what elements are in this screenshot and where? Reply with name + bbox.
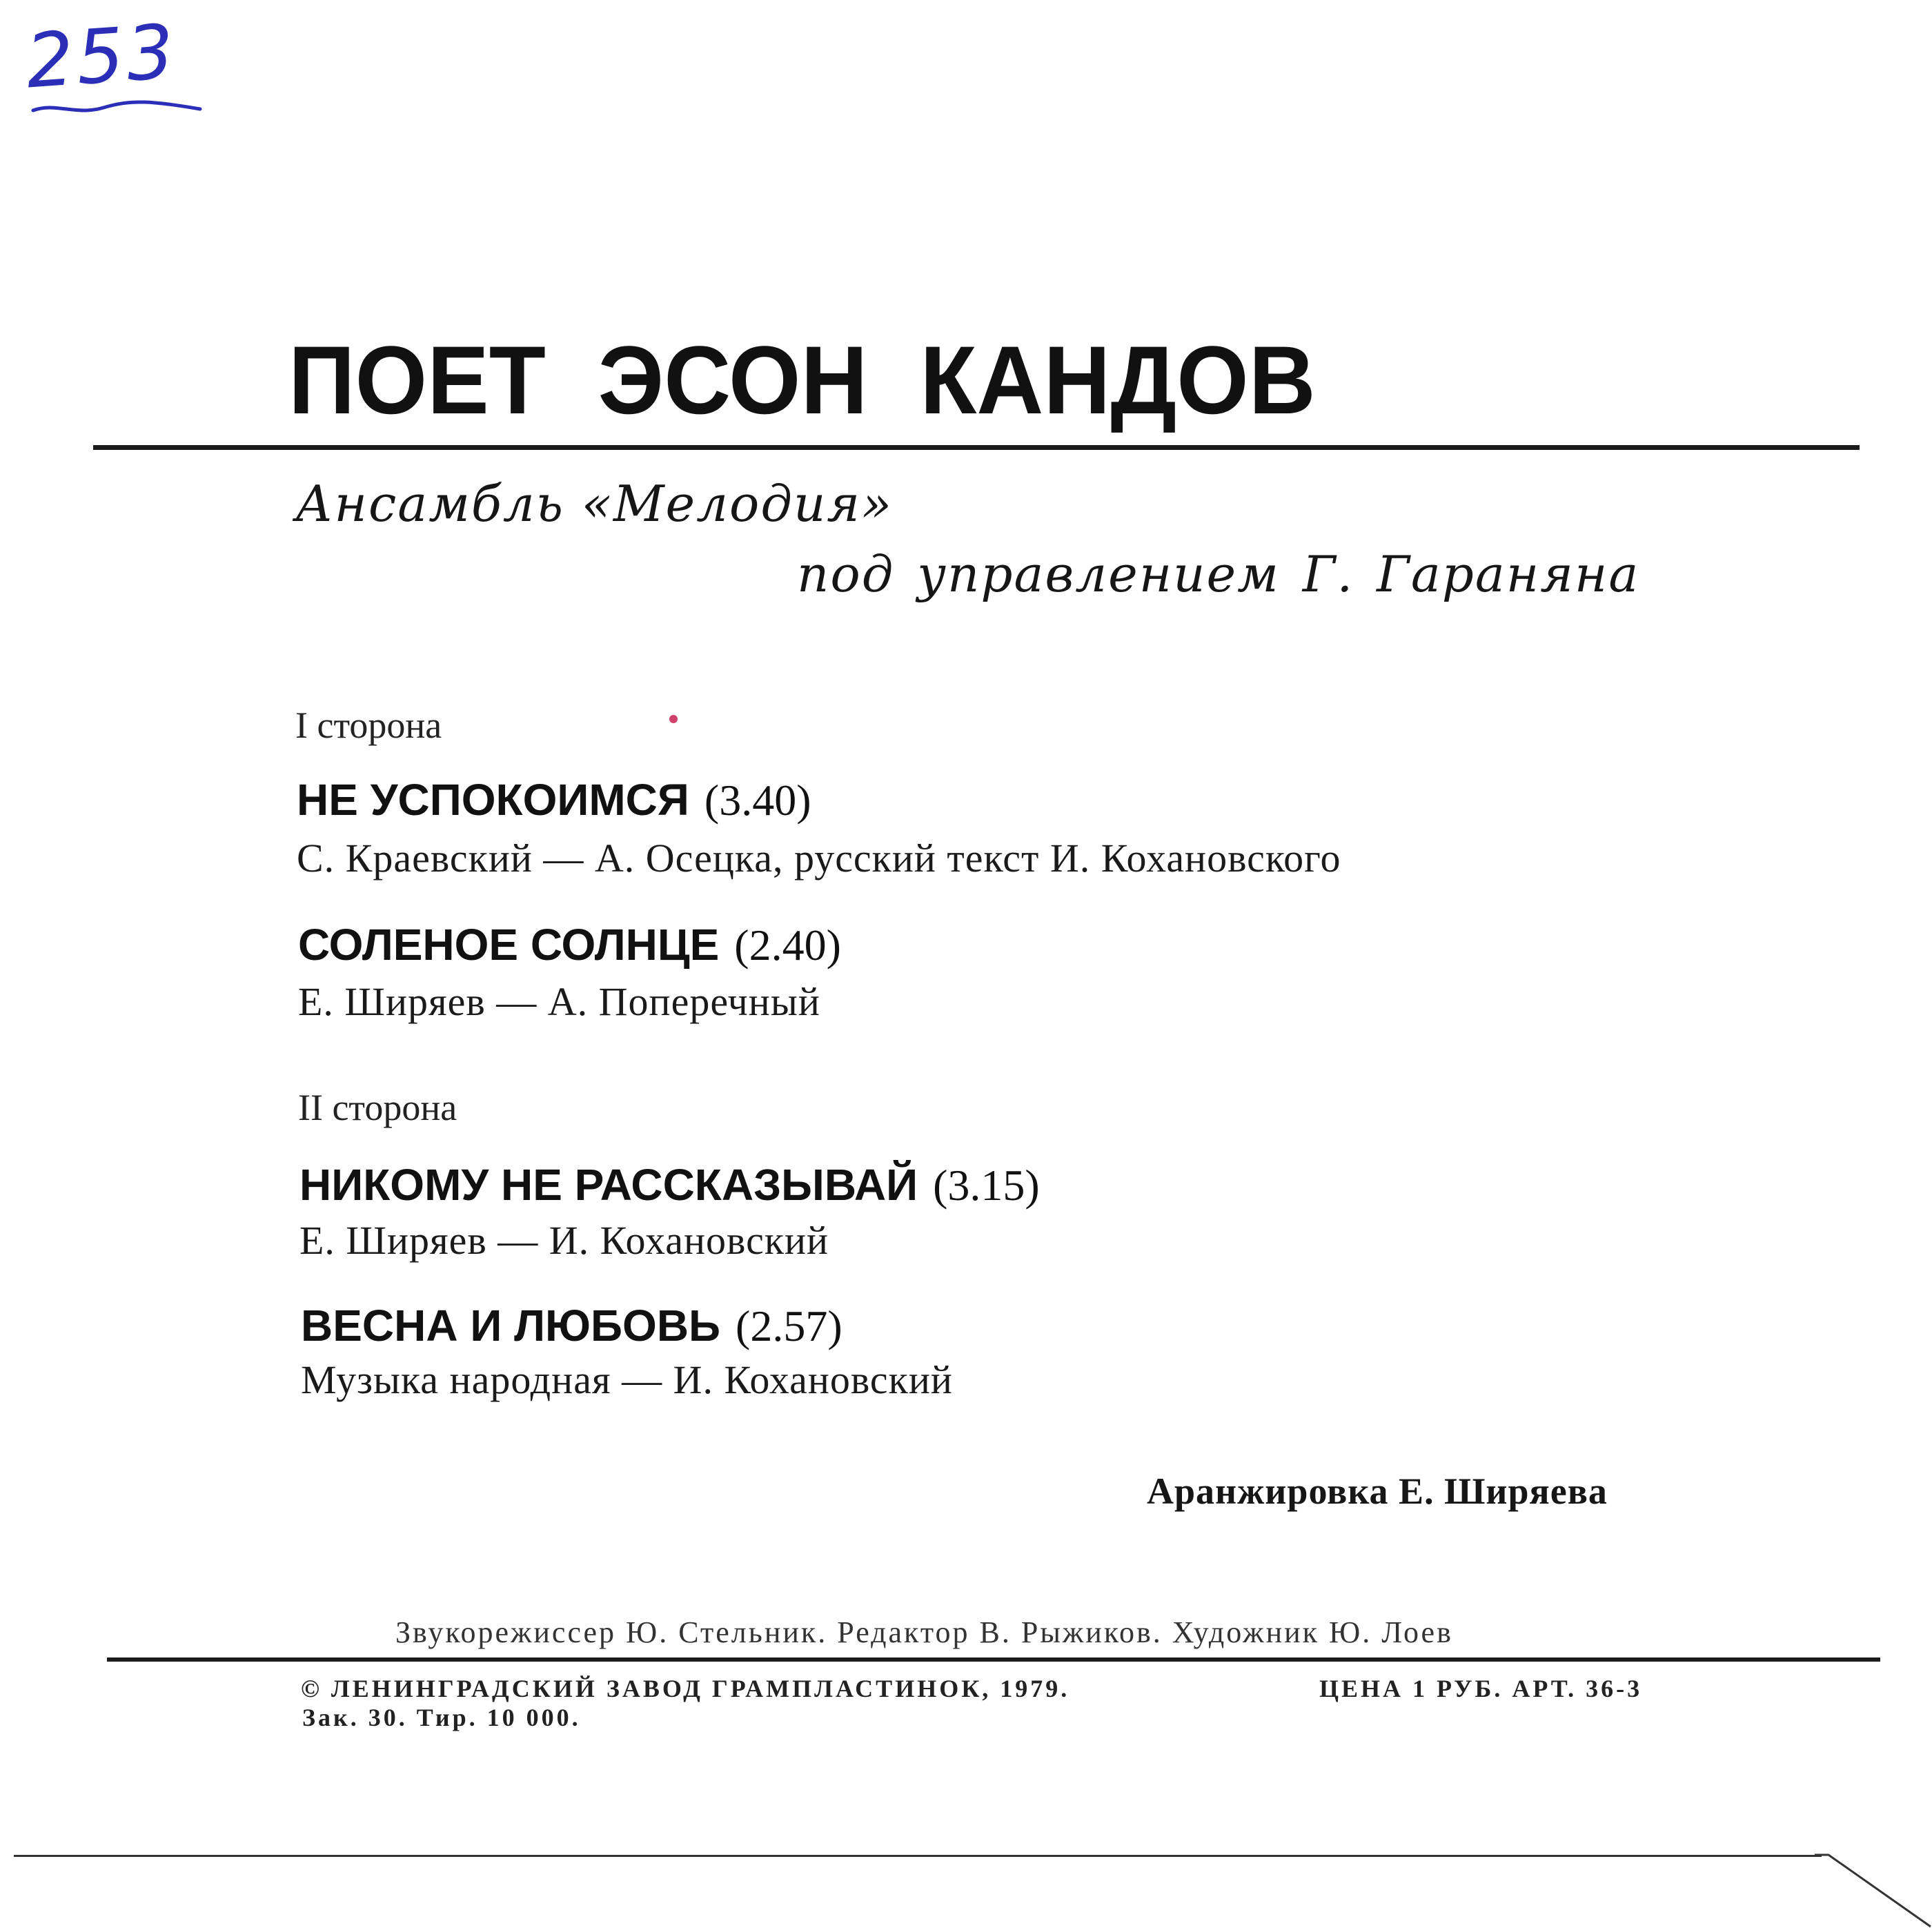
song-credits: Е. Ширяев — А. Поперечный <box>298 979 820 1024</box>
song-title <box>299 1159 1040 1211</box>
arrangement-credit: Аранжировка Е. Ширяева <box>1147 1470 1608 1512</box>
song-duration: (3.15) <box>933 1161 1040 1210</box>
song-title-text: НЕ УСПОКОИМСЯ <box>297 775 689 825</box>
song-duration: (2.57) <box>736 1301 842 1350</box>
title-divider <box>93 445 1860 450</box>
price-article: ЦЕНА 1 РУБ. АРТ. 36-3 <box>1319 1675 1643 1702</box>
ink-stain <box>669 715 678 723</box>
footer-divider <box>107 1658 1880 1662</box>
song-duration: (3.40) <box>704 776 811 825</box>
side-two-label: II сторона <box>298 1087 457 1128</box>
ensemble-name: Ансамбль «Мелодия» <box>295 475 894 533</box>
song-credits: Музыка народная — И. Кохановский <box>301 1357 953 1402</box>
side-one-label: I сторона <box>295 705 442 746</box>
handwritten-underline <box>28 95 207 123</box>
song-title-text: НИКОМУ НЕ РАССКАЗЫВАЙ <box>299 1160 918 1210</box>
sleeve-corner-fold <box>1815 1849 1932 1928</box>
conductor-line: под управлением Г. Гараняна <box>797 545 1640 603</box>
sleeve-edge <box>14 1855 1822 1857</box>
song-title <box>297 774 811 826</box>
song-title <box>301 1300 842 1352</box>
song-credits: Е. Ширяев — И. Кохановский <box>299 1218 829 1263</box>
handwritten-number: 253 <box>23 8 180 106</box>
song-credits: С. Краевский — А. Осецка, русский текст И. Кохановского <box>297 836 1341 881</box>
production-credits: Звукорежиссер Ю. Стельник. Редактор В. Рыжиков. Художник Ю. Лоев <box>395 1615 1453 1649</box>
song-title-text: ВЕСНА И ЛЮБОВЬ <box>301 1301 721 1350</box>
song-title-text: СОЛЕНОЕ СОЛНЦЕ <box>298 920 720 970</box>
song-title <box>298 919 841 971</box>
album-title: ПОЕТ ЭСОН КАНДОВ <box>288 326 1316 434</box>
copyright-line: © ЛЕНИНГРАДСКИЙ ЗАВОД ГРАМПЛАСТИНОК, 1979. <box>301 1675 1070 1702</box>
print-order: Зак. 30. Тир. 10 000. <box>302 1704 581 1731</box>
song-duration: (2.40) <box>734 921 841 970</box>
